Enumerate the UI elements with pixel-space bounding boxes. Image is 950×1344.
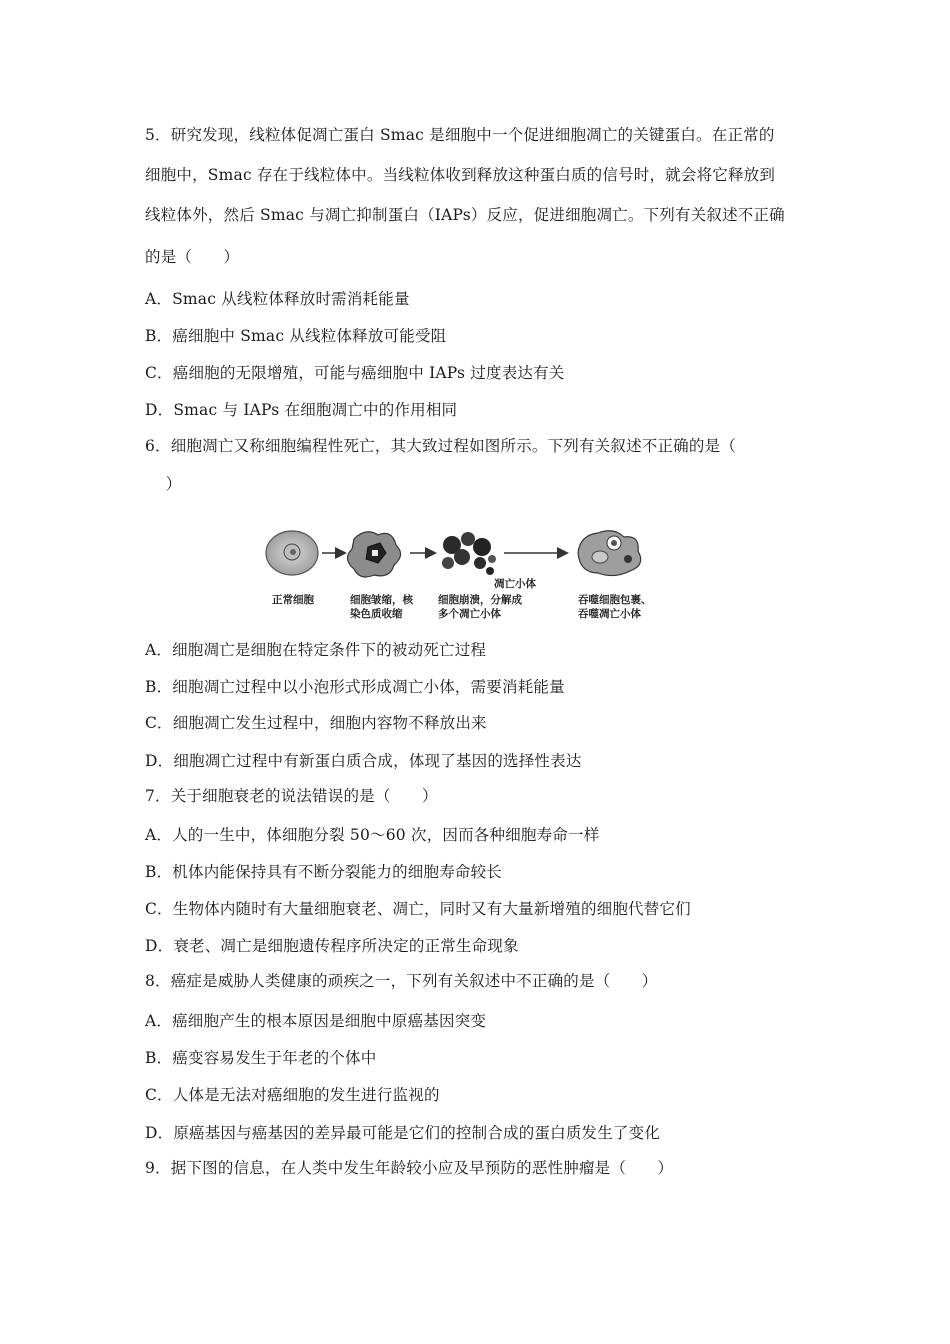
- q7-stem-line-1: 7．关于细胞衰老的说法错误的是（ ）: [145, 787, 438, 805]
- caption-normal-cell: 正常细胞: [272, 594, 314, 606]
- q7-option-a: A．人的一生中，体细胞分裂 50～60 次，因而各种细胞寿命一样: [145, 826, 600, 844]
- q9-stem-line-1: 9．据下图的信息，在人类中发生年龄较小应及早预防的恶性肿瘤是（ ）: [145, 1159, 674, 1177]
- q5-option-c: C．癌细胞的无限增殖，可能与癌细胞中 IAPs 过度表达有关: [145, 364, 565, 382]
- q5-option-a: A．Smac 从线粒体释放时需消耗能量: [145, 290, 410, 308]
- caption-phagocyte-line-1: 吞噬细胞包裹、: [578, 594, 652, 606]
- q8-option-a: A．癌细胞产生的根本原因是细胞中原癌基因突变: [145, 1012, 487, 1030]
- q8-option-b: B．癌变容易发生于年老的个体中: [145, 1049, 377, 1067]
- q6-stem-line-2: ）: [150, 475, 182, 493]
- caption-shrunken-line-1: 细胞皱缩，核: [350, 594, 413, 606]
- q5-stem-line-4: 的是（ ）: [145, 248, 240, 266]
- q5-stem-line-3: 线粒体外，然后 Smac 与凋亡抑制蛋白（IAPs）反应，促进细胞凋亡。下列有关叙述不正确: [145, 206, 785, 224]
- q6-option-b: B．细胞凋亡过程中以小泡形式形成凋亡小体，需要消耗能量: [145, 678, 565, 696]
- normal-cell-illustration: [266, 531, 318, 575]
- apoptotic-bodies-illustration: [442, 532, 496, 575]
- q6-option-c: C．细胞凋亡发生过程中，细胞内容物不释放出来: [145, 714, 487, 732]
- caption-fragmented-line-1: 细胞崩溃，分解成: [438, 594, 522, 606]
- q8-stem-line-1: 8．癌症是威胁人类健康的顽疾之一，下列有关叙述中不正确的是（ ）: [145, 972, 658, 990]
- q5-option-d: D．Smac 与 IAPs 在细胞凋亡中的作用相同: [145, 401, 458, 419]
- q8-option-c: C．人体是无法对癌细胞的发生进行监视的: [145, 1086, 440, 1104]
- q7-option-c: C．生物体内随时有大量细胞衰老、凋亡，同时又有大量新增殖的细胞代替它们: [145, 900, 691, 918]
- apoptosis-process-figure: [262, 523, 682, 623]
- q8-option-d: D．原癌基因与癌基因的差异最可能是它们的控制合成的蛋白质发生了变化: [145, 1124, 661, 1142]
- phagocyte-illustration: [578, 531, 641, 576]
- shrunken-cell-illustration: [347, 532, 400, 577]
- q5-stem-line-1: 5．研究发现，线粒体促凋亡蛋白 Smac 是细胞中一个促进细胞凋亡的关键蛋白。在正常的: [145, 126, 775, 144]
- apoptosis-diagram: [262, 523, 682, 623]
- caption-fragmented-line-2: 多个凋亡小体: [438, 608, 501, 620]
- q6-option-d: D．细胞凋亡过程中有新蛋白质合成，体现了基因的选择性表达: [145, 752, 582, 770]
- q7-option-b: B．机体内能保持具有不断分裂能力的细胞寿命较长: [145, 863, 502, 881]
- q7-option-d: D．衰老、凋亡是细胞遗传程序所决定的正常生命现象: [145, 937, 519, 955]
- caption-shrunken-line-2: 染色质收缩: [350, 608, 403, 620]
- q6-stem-line-1: 6．细胞凋亡又称细胞编程性死亡，其大致过程如图所示。下列有关叙述不正确的是（: [145, 437, 736, 455]
- q5-option-b: B．癌细胞中 Smac 从线粒体释放可能受阻: [145, 327, 447, 345]
- q6-option-a: A．细胞凋亡是细胞在特定条件下的被动死亡过程: [145, 641, 487, 659]
- q5-stem-line-2: 细胞中，Smac 存在于线粒体中。当线粒体收到释放这种蛋白质的信号时，就会将它释放到: [145, 166, 776, 184]
- callout-apoptotic-bodies: 凋亡小体: [494, 578, 536, 590]
- caption-phagocyte-line-2: 吞噬凋亡小体: [578, 608, 641, 620]
